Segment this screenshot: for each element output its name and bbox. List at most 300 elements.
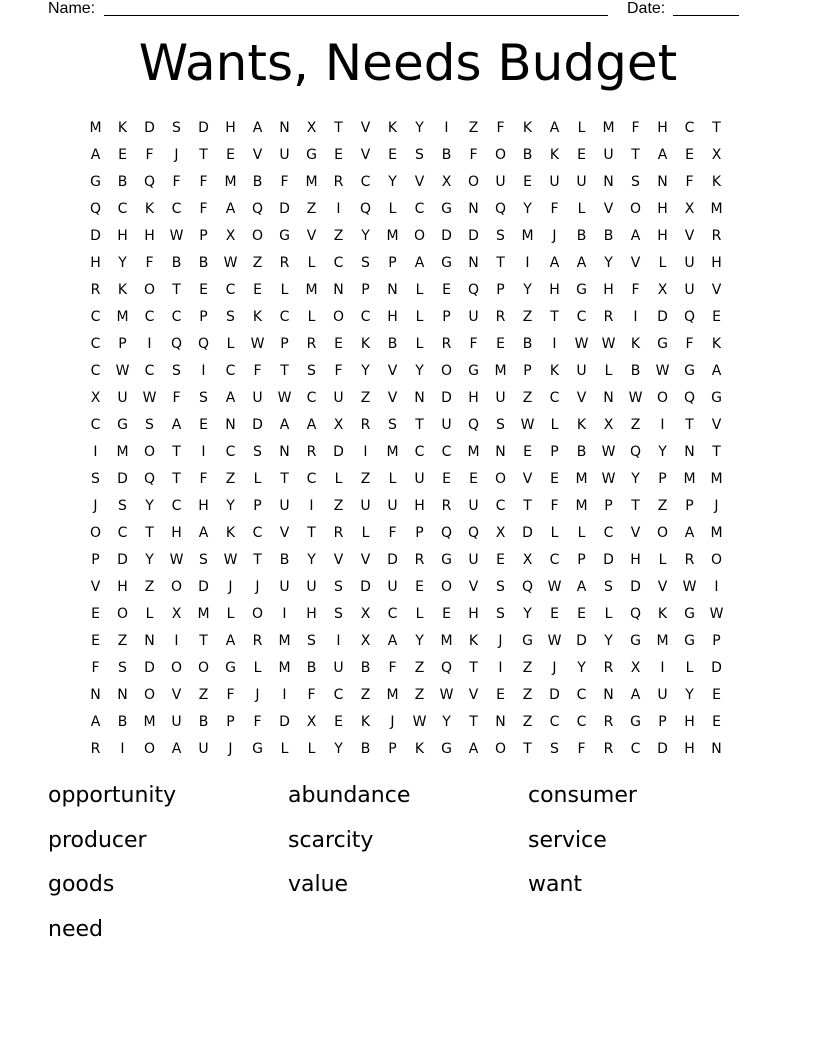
grid-letter: J <box>255 686 260 703</box>
grid-letter: S <box>145 416 154 433</box>
name-label: Name: <box>48 0 96 17</box>
grid-letter: L <box>550 416 559 433</box>
grid-letter: B <box>441 146 452 163</box>
grid-letter: S <box>550 740 559 757</box>
grid-letter: C <box>441 443 452 460</box>
grid-letter: L <box>253 659 262 676</box>
grid-letter: J <box>714 497 719 514</box>
grid-letter: V <box>171 686 182 703</box>
name-field[interactable] <box>104 0 608 16</box>
grid-letter: G <box>468 362 479 379</box>
grid-letter: G <box>630 632 641 649</box>
grid-letter: H <box>657 119 668 136</box>
grid-letter: K <box>711 335 722 352</box>
grid-letter: C <box>360 173 371 190</box>
grid-letter: P <box>604 497 613 514</box>
grid-letter: P <box>523 362 532 379</box>
grid-letter: M <box>386 443 399 460</box>
grid-letter: K <box>522 119 533 136</box>
grid-letter: W <box>169 551 184 568</box>
grid-letter: F <box>550 200 559 217</box>
grid-letter: E <box>388 146 397 163</box>
grid-letter: Y <box>631 470 640 487</box>
grid-letter: V <box>387 362 398 379</box>
grid-letter: E <box>469 470 478 487</box>
grid-letter: S <box>496 416 505 433</box>
grid-letter: G <box>684 632 695 649</box>
grid-letter: L <box>307 254 316 271</box>
grid-letter: P <box>253 497 262 514</box>
grid-letter: W <box>223 254 238 271</box>
grid-letter: O <box>440 578 453 595</box>
grid-letter: M <box>386 227 399 244</box>
grid-letter: S <box>604 578 613 595</box>
grid-letter: R <box>711 227 722 244</box>
grid-letter: K <box>387 119 398 136</box>
grid-letter: F <box>307 686 316 703</box>
grid-letter: I <box>633 308 638 325</box>
grid-letter: K <box>144 200 155 217</box>
grid-letter: C <box>495 497 506 514</box>
grid-letter: J <box>174 146 179 163</box>
grid-letter: G <box>90 173 101 190</box>
grid-letter: N <box>468 200 479 217</box>
grid-letter: V <box>360 551 371 568</box>
grid-letter: K <box>360 713 371 730</box>
grid-letter: I <box>309 497 314 514</box>
grid-letter: J <box>228 578 233 595</box>
grid-letter: P <box>685 497 694 514</box>
grid-letter: N <box>225 416 236 433</box>
grid-letter: F <box>145 254 154 271</box>
word-list <box>48 774 768 952</box>
grid-letter: A <box>657 146 668 163</box>
grid-letter: R <box>90 740 101 757</box>
grid-letter: X <box>225 227 236 244</box>
grid-letter: V <box>333 551 344 568</box>
grid-letter: R <box>306 443 317 460</box>
grid-letter: G <box>684 605 695 622</box>
grid-letter: F <box>253 362 262 379</box>
grid-letter: V <box>711 281 722 298</box>
grid-letter: Y <box>307 551 316 568</box>
grid-letter: U <box>279 578 290 595</box>
date-field[interactable] <box>673 0 739 16</box>
grid-letter: Z <box>657 497 668 514</box>
grid-letter: C <box>387 605 398 622</box>
grid-letter: P <box>496 281 505 298</box>
grid-letter: S <box>388 416 397 433</box>
grid-letter: M <box>116 308 129 325</box>
grid-letter: D <box>117 551 128 568</box>
grid-letter: H <box>117 578 128 595</box>
grid-letter: M <box>305 173 318 190</box>
grid-letter: A <box>225 389 236 406</box>
grid-letter: K <box>468 632 479 649</box>
grid-letter: C <box>414 200 425 217</box>
grid-letter: Z <box>144 578 155 595</box>
grid-letter: P <box>388 254 397 271</box>
grid-letter: T <box>631 497 640 514</box>
grid-letter: V <box>630 254 641 271</box>
grid-letter: H <box>117 227 128 244</box>
grid-letter: H <box>387 308 398 325</box>
grid-letter: A <box>576 578 587 595</box>
grid-letter: H <box>657 227 668 244</box>
grid-letter: D <box>657 308 668 325</box>
grid-letter: Y <box>604 632 613 649</box>
grid-letter: R <box>90 281 101 298</box>
grid-letter: N <box>90 686 101 703</box>
grid-letter: O <box>143 443 156 460</box>
grid-letter: P <box>280 335 289 352</box>
grid-letter: C <box>144 308 155 325</box>
grid-letter: U <box>306 578 317 595</box>
grid-letter: Q <box>89 200 102 217</box>
page-title: Wants, Needs Budget <box>138 34 678 92</box>
grid-letter: T <box>172 281 181 298</box>
grid-letter: S <box>631 173 640 190</box>
grid-letter: F <box>199 200 208 217</box>
grid-letter: B <box>576 443 587 460</box>
grid-letter: Q <box>440 659 453 676</box>
grid-letter: B <box>387 335 398 352</box>
grid-letter: X <box>360 605 371 622</box>
grid-letter: C <box>171 308 182 325</box>
grid-letter: M <box>224 173 237 190</box>
grid-letter: K <box>414 740 425 757</box>
grid-letter: U <box>279 146 290 163</box>
grid-letter: U <box>468 497 479 514</box>
grid-letter: M <box>116 443 129 460</box>
grid-letter: C <box>333 686 344 703</box>
grid-letter: X <box>306 119 317 136</box>
grid-letter: V <box>90 578 101 595</box>
grid-letter: X <box>657 281 668 298</box>
grid-letter: Q <box>143 470 156 487</box>
grid-letter: C <box>117 524 128 541</box>
grid-letter: G <box>684 362 695 379</box>
grid-letter: M <box>440 632 453 649</box>
grid-letter: L <box>604 362 613 379</box>
grid-letter: O <box>197 659 210 676</box>
grid-letter: H <box>657 200 668 217</box>
grid-letter: A <box>252 119 263 136</box>
grid-letter: V <box>468 686 479 703</box>
grid-letter: M <box>710 200 723 217</box>
grid-letter: Q <box>467 416 480 433</box>
grid-letter: P <box>550 443 559 460</box>
grid-letter: A <box>549 254 560 271</box>
grid-letter: L <box>307 740 316 757</box>
grid-letter: N <box>495 443 506 460</box>
grid-letter: O <box>494 740 507 757</box>
grid-letter: M <box>305 281 318 298</box>
header <box>48 0 748 20</box>
grid-letter: P <box>388 740 397 757</box>
grid-letter: M <box>575 497 588 514</box>
grid-letter: T <box>280 470 289 487</box>
grid-letter: W <box>142 389 157 406</box>
grid-letter: T <box>523 497 532 514</box>
grid-letter: D <box>252 416 263 433</box>
grid-letter: K <box>360 335 371 352</box>
grid-letter: L <box>550 524 559 541</box>
grid-letter: N <box>144 632 155 649</box>
grid-letter: A <box>387 632 398 649</box>
grid-letter: O <box>89 524 102 541</box>
grid-letter: C <box>225 443 236 460</box>
grid-letter: D <box>441 227 452 244</box>
grid-letter: M <box>710 470 723 487</box>
grid-letter: Q <box>683 308 696 325</box>
grid-letter: B <box>117 713 128 730</box>
grid-letter: B <box>279 551 290 568</box>
grid-letter: U <box>468 308 479 325</box>
grid-letter: A <box>468 740 479 757</box>
grid-letter: D <box>90 227 101 244</box>
grid-letter: T <box>469 659 478 676</box>
grid-letter: O <box>656 524 669 541</box>
grid-letter: L <box>388 470 397 487</box>
grid-letter: V <box>630 524 641 541</box>
grid-letter: G <box>657 335 668 352</box>
grid-letter: Y <box>145 551 154 568</box>
grid-letter: U <box>603 146 614 163</box>
grid-letter: C <box>576 713 587 730</box>
grid-letter: N <box>387 281 398 298</box>
grid-letter: G <box>711 389 722 406</box>
grid-letter: A <box>711 362 722 379</box>
grid-letter: L <box>226 605 235 622</box>
grid-letter: O <box>170 659 183 676</box>
grid-letter: V <box>468 578 479 595</box>
grid-letter: G <box>630 713 641 730</box>
grid-letter: K <box>549 146 560 163</box>
grid-letter: J <box>552 227 557 244</box>
grid-letter: X <box>333 416 344 433</box>
grid-letter: M <box>386 686 399 703</box>
grid-letter: U <box>333 659 344 676</box>
grid-letter: L <box>334 470 343 487</box>
grid-letter: T <box>145 524 154 541</box>
grid-letter: W <box>115 362 130 379</box>
grid-letter: U <box>549 173 560 190</box>
grid-letter: W <box>601 443 616 460</box>
word-item: opportunity <box>48 783 177 808</box>
grid-letter: T <box>172 470 181 487</box>
grid-letter: N <box>414 389 425 406</box>
grid-letter: Y <box>442 713 451 730</box>
grid-letter: A <box>630 227 641 244</box>
grid-letter: O <box>170 578 183 595</box>
grid-letter: Q <box>170 335 183 352</box>
grid-letter: Y <box>604 254 613 271</box>
grid-letter: W <box>520 416 535 433</box>
grid-letter: K <box>711 173 722 190</box>
word-item: need <box>48 916 103 942</box>
grid-letter: R <box>603 713 614 730</box>
grid-letter: E <box>415 578 424 595</box>
grid-letter: S <box>253 443 262 460</box>
grid-letter: D <box>549 686 560 703</box>
grid-letter: C <box>306 470 317 487</box>
grid-letter: M <box>710 524 723 541</box>
grid-letter: X <box>630 659 641 676</box>
grid-letter: D <box>657 740 668 757</box>
grid-letter: T <box>172 443 181 460</box>
grid-letter: L <box>577 119 586 136</box>
grid-letter: T <box>496 254 505 271</box>
grid-letter: X <box>360 632 371 649</box>
grid-letter: E <box>334 335 343 352</box>
grid-letter: R <box>603 740 614 757</box>
grid-letter: R <box>441 335 452 352</box>
grid-letter: E <box>550 605 559 622</box>
grid-letter: D <box>198 119 209 136</box>
grid-letter: O <box>494 470 507 487</box>
grid-letter: C <box>225 281 236 298</box>
grid-letter: S <box>334 578 343 595</box>
grid-letter: V <box>711 416 722 433</box>
grid-letter: E <box>496 335 505 352</box>
grid-letter: H <box>306 605 317 622</box>
grid-letter: S <box>199 551 208 568</box>
grid-letter: D <box>198 578 209 595</box>
grid-letter: C <box>549 551 560 568</box>
grid-letter: C <box>603 524 614 541</box>
grid-letter: B <box>360 740 371 757</box>
grid-letter: T <box>523 740 532 757</box>
grid-letter: H <box>684 740 695 757</box>
grid-letter: V <box>657 578 668 595</box>
grid-letter: I <box>282 605 287 622</box>
grid-letter: N <box>603 173 614 190</box>
grid-letter: P <box>658 713 667 730</box>
grid-letter: H <box>549 281 560 298</box>
grid-letter: O <box>143 686 156 703</box>
grid-letter: C <box>279 308 290 325</box>
grid-letter: S <box>172 362 181 379</box>
grid-letter: Y <box>415 119 424 136</box>
word-item: value <box>288 872 349 897</box>
grid-letter: D <box>144 119 155 136</box>
grid-letter: T <box>253 551 262 568</box>
grid-letter: N <box>333 281 344 298</box>
grid-letter: O <box>116 605 129 622</box>
grid-letter: R <box>684 551 695 568</box>
word-item: want <box>528 872 583 897</box>
grid-letter: U <box>333 389 344 406</box>
grid-letter: U <box>117 389 128 406</box>
grid-letter: M <box>197 605 210 622</box>
grid-letter: P <box>658 470 667 487</box>
grid-letter: U <box>252 389 263 406</box>
grid-letter: F <box>577 740 586 757</box>
grid-letter: N <box>279 119 290 136</box>
grid-letter: A <box>90 713 101 730</box>
grid-letter: K <box>117 281 128 298</box>
grid-letter: C <box>252 524 263 541</box>
grid-letter: P <box>118 335 127 352</box>
grid-letter: L <box>361 524 370 541</box>
grid-letter: Q <box>467 281 480 298</box>
grid-letter: R <box>360 416 371 433</box>
grid-letter: E <box>91 632 100 649</box>
grid-letter: E <box>496 551 505 568</box>
grid-letter: M <box>602 119 615 136</box>
grid-letter: W <box>709 605 724 622</box>
grid-letter: O <box>710 551 723 568</box>
grid-letter: O <box>143 281 156 298</box>
grid-letter: M <box>656 632 669 649</box>
letter-grid <box>82 114 730 762</box>
grid-letter: B <box>252 173 263 190</box>
grid-letter: O <box>656 389 669 406</box>
grid-letter: J <box>228 740 233 757</box>
grid-letter: N <box>603 389 614 406</box>
grid-letter: R <box>333 524 344 541</box>
grid-letter: W <box>547 632 562 649</box>
grid-letter: T <box>550 308 559 325</box>
grid-letter: R <box>603 659 614 676</box>
grid-letter: D <box>576 632 587 649</box>
grid-letter: Z <box>360 686 371 703</box>
grid-letter: F <box>253 713 262 730</box>
grid-letter: P <box>361 281 370 298</box>
grid-letter: Z <box>630 416 641 433</box>
grid-letter: F <box>172 389 181 406</box>
grid-letter: D <box>360 578 371 595</box>
grid-letter: O <box>440 362 453 379</box>
grid-letter: B <box>198 713 209 730</box>
grid-letter: C <box>576 308 587 325</box>
grid-letter: K <box>117 119 128 136</box>
grid-letter: Z <box>333 497 344 514</box>
grid-letter: U <box>576 173 587 190</box>
grid-letter: G <box>225 659 236 676</box>
grid-letter: M <box>494 362 507 379</box>
grid-letter: W <box>655 362 670 379</box>
grid-letter: S <box>226 308 235 325</box>
grid-letter: R <box>306 335 317 352</box>
grid-letter: B <box>576 227 587 244</box>
grid-letter: Z <box>522 389 533 406</box>
grid-letter: S <box>496 227 505 244</box>
grid-letter: Z <box>522 686 533 703</box>
grid-letter: E <box>712 308 721 325</box>
grid-letter: S <box>307 632 316 649</box>
grid-letter: E <box>577 146 586 163</box>
grid-letter: M <box>278 632 291 649</box>
grid-letter: N <box>495 713 506 730</box>
grid-letter: W <box>277 389 292 406</box>
grid-letter: U <box>387 578 398 595</box>
grid-letter: D <box>117 470 128 487</box>
grid-letter: F <box>631 281 640 298</box>
grid-letter: C <box>117 200 128 217</box>
grid-letter: C <box>306 389 317 406</box>
grid-letter: X <box>306 713 317 730</box>
grid-letter: B <box>603 227 614 244</box>
grid-letter: B <box>117 173 128 190</box>
grid-letter: F <box>199 470 208 487</box>
word-item: producer <box>48 827 147 853</box>
grid-letter: G <box>252 740 263 757</box>
grid-letter: N <box>117 686 128 703</box>
grid-letter: A <box>306 416 317 433</box>
grid-letter: H <box>90 254 101 271</box>
